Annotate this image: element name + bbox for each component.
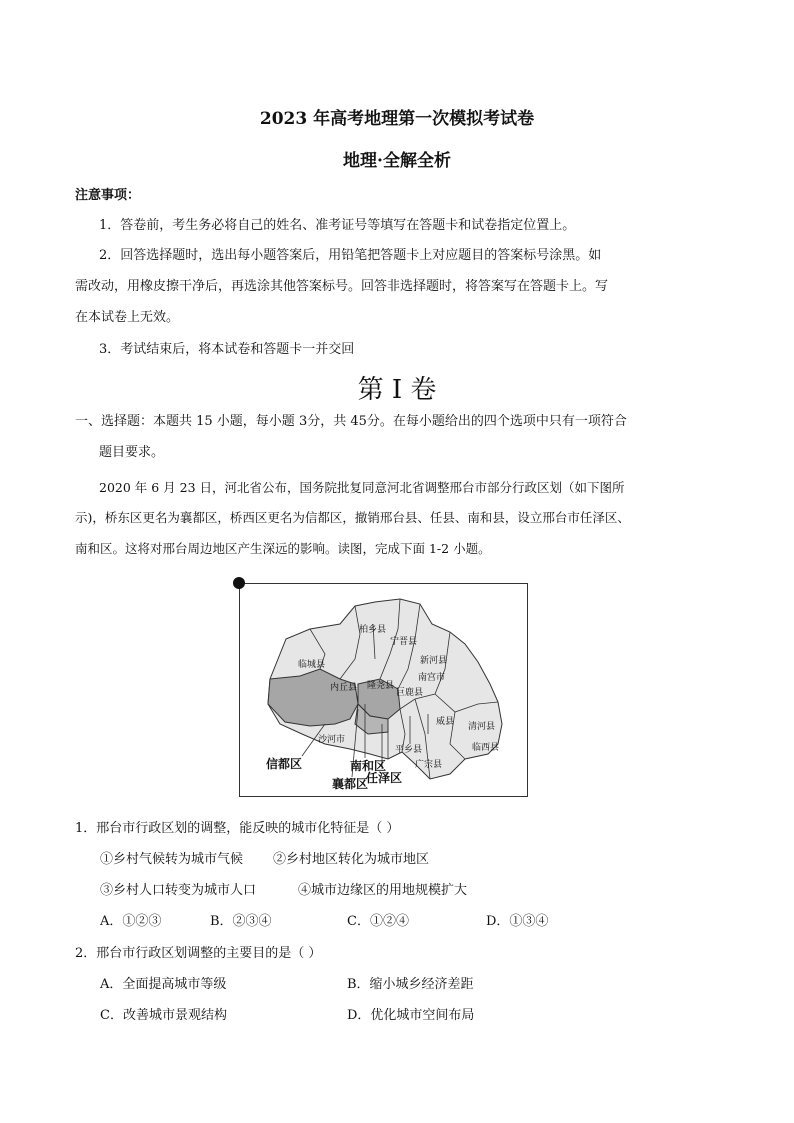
notice-item-1: 1．答卷前，考生务必将自己的姓名、准考证号等填写在答题卡和试卷指定位置上。 bbox=[99, 218, 576, 233]
q1-option-1: ①乡村气候转为城市气候 bbox=[100, 852, 244, 867]
label-julu: 巨鹿县 bbox=[396, 688, 424, 698]
q2-stem: 2．邢台市行政区划调整的主要目的是（ ） bbox=[75, 946, 322, 961]
label-lincheng: 临城县 bbox=[298, 660, 326, 670]
passage-line-3: 南和区。这将对邢台周边地区产生深远的影响。读图，完成下面 1-2 小题。 bbox=[75, 541, 491, 556]
q2-choice-d: D．优化城市空间布局 bbox=[347, 1008, 475, 1023]
label-nangong: 南宫市 bbox=[418, 673, 446, 683]
passage-line-1: 2020 年 6 月 23 日，河北省公布，国务院批复同意河北省调整邢台市部分行政区划（如下图所 bbox=[99, 480, 625, 495]
q2-choice-c: C．改善城市景观结构 bbox=[100, 1008, 227, 1023]
xingtai-map bbox=[240, 584, 526, 795]
label-guangzong: 广宗县 bbox=[415, 760, 443, 770]
q1-stem: 1．邢台市行政区划的调整，能反映的城市化特征是（ ） bbox=[75, 821, 400, 836]
label-weixian: 威县 bbox=[436, 717, 455, 727]
label-longyao: 隆尧县 bbox=[367, 681, 395, 691]
passage-line-2: 示)，桥东区更名为襄都区，桥西区更名为信都区，撤销邢台县、任县、南和县，设立邢台市任泽区、 bbox=[75, 510, 630, 525]
section-title: 第 I 卷 bbox=[357, 375, 437, 405]
label-xindu: 信都区 bbox=[266, 757, 303, 771]
label-baixiang: 柏乡县 bbox=[359, 625, 387, 635]
section-instruction-line-1: 一、选择题：本题共 15 小题，每小题 3分，共 45分。在每小题给出的四个选项中只有一项符合 bbox=[75, 414, 627, 429]
map-corner-dot bbox=[233, 577, 245, 589]
q2-choice-b: B．缩小城乡经济差距 bbox=[347, 977, 474, 992]
label-xiangdu: 襄都区 bbox=[332, 777, 369, 791]
q1-choice-b: B．②③④ bbox=[210, 914, 272, 929]
label-xinhe: 新河县 bbox=[420, 656, 448, 666]
label-neiqiu: 内丘县 bbox=[330, 683, 358, 693]
section-instruction-line-2: 题目要求。 bbox=[99, 445, 165, 460]
q1-choice-c: C．①②④ bbox=[347, 914, 409, 929]
q2-choice-a: A．全面提高城市等级 bbox=[100, 977, 227, 992]
label-ningjin: 宁晋县 bbox=[390, 637, 418, 647]
notice-item-3: 3．考试结束后，将本试卷和答题卡一并交回 bbox=[99, 342, 355, 357]
q1-option-3: ③乡村人口转变为城市人口 bbox=[100, 883, 257, 898]
q1-choice-d: D．①③④ bbox=[486, 914, 549, 929]
q1-option-2: ②乡村地区转化为城市地区 bbox=[273, 852, 430, 867]
page-subtitle: 地理·全解全析 bbox=[343, 151, 451, 171]
notice-heading: 注意事项： bbox=[75, 188, 141, 203]
page-title: 2023 年高考地理第一次模拟考试卷 bbox=[259, 109, 535, 129]
label-shahe: 沙河市 bbox=[318, 735, 346, 745]
notice-item-2-line-1: 2．回答选择题时，选出每小题答案后，用铅笔把答题卡上对应题目的答案标号涂黑。如 bbox=[99, 248, 602, 263]
label-pingxiang: 平乡县 bbox=[395, 745, 423, 755]
q1-choice-a: A．①②③ bbox=[100, 914, 162, 929]
notice-item-2-line-2: 需改动，用橡皮擦干净后，再选涂其他答案标号。回答非选择题时，将答案写在答题卡上。写 bbox=[75, 279, 609, 294]
notice-item-2-line-3: 在本试卷上无效。 bbox=[75, 310, 180, 325]
label-linxi: 临西县 bbox=[472, 743, 500, 753]
map-figure bbox=[239, 583, 528, 797]
label-renze: 任泽区 bbox=[366, 771, 403, 785]
q1-option-4: ④城市边缘区的用地规模扩大 bbox=[298, 883, 468, 898]
label-nanhe: 南和区 bbox=[350, 759, 387, 773]
label-qinghe: 清河县 bbox=[468, 722, 496, 732]
